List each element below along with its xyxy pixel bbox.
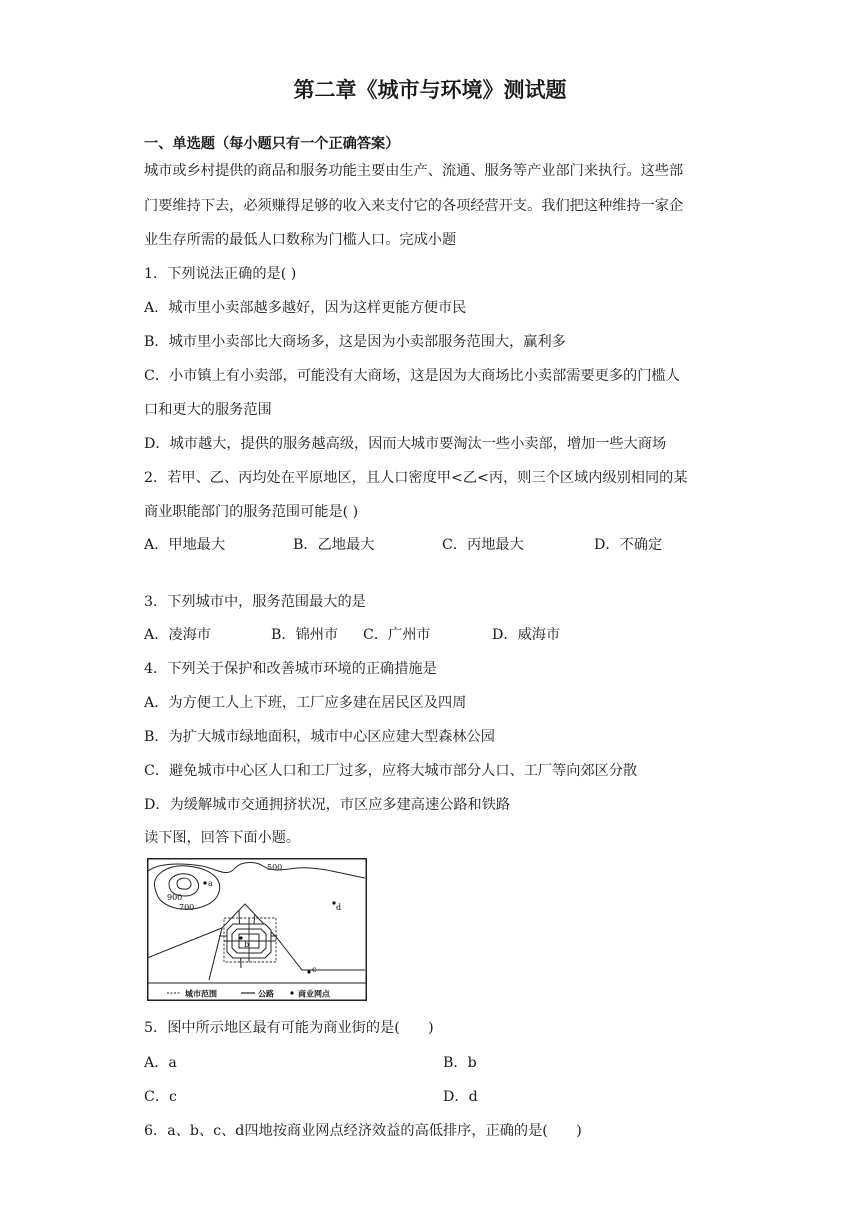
legend-city-label: 城市范围 [185,988,217,999]
question-2-option-c: C．丙地最大 [442,537,524,553]
page-title: 第二章《城市与环境》测试题 [293,78,567,102]
contour-map-figure [147,858,367,1001]
question-2-option-a: A．甲地最大 [144,537,226,553]
point-label-d: d [336,903,342,912]
commercial-site-b [239,936,242,939]
intro-line-3: 业生存所需的最低人口数称为门槛人口。完成小题 [144,232,457,248]
question-1-option-c-cont: 口和更大的服务范围 [144,402,272,418]
question-2-option-d: D．不确定 [594,537,663,553]
question-3-option-c: C．广州市 [363,627,431,643]
question-1-option-c: C．小市镇上有小卖部，可能没有大商场，这是因为大商场比小卖部需要更多的门槛人 [144,368,680,384]
question-4-option-a: A．为方便工人上下班，工厂应多建在居民区及四周 [144,695,467,711]
contour-label-500: 500 [267,863,283,872]
legend-site-label: 商业网点 [298,988,330,999]
question-2-option-b: B．乙地最大 [293,537,375,553]
question-1-option-a: A．城市里小卖部越多越好，因为这样更能方便市民 [144,300,467,316]
question-4-stem: 4．下列关于保护和改善城市环境的正确措施是 [144,661,437,677]
question-3-option-a: A．凌海市 [144,627,211,643]
question-2-stem: 2．若甲、乙、丙均处在平原地区，且人口密度甲<乙<丙，则三个区域内级别相同的某 [144,470,688,486]
question-6-stem: 6．a、b、c、d四地按商业网点经济效益的高低排序，正确的是( ) [144,1123,582,1139]
question-1-option-b: B．城市里小卖部比大商场多，这是因为小卖部服务范围大，赢利多 [144,334,566,350]
question-5-option-a: A．a [144,1055,177,1071]
point-label-c: c [312,965,317,974]
question-3-option-d: D．威海市 [492,627,561,643]
point-label-b: b [244,940,250,949]
commercial-site-c [307,970,310,973]
question-4-option-b: B．为扩大城市绿地面积，城市中心区应建大型森林公园 [144,729,495,745]
commercial-site-a [203,881,206,884]
question-5-stem: 5．图中所示地区最有可能为商业街的是( ) [144,1020,434,1036]
contour-label-900: 900 [167,893,183,902]
question-5-option-d: D．d [443,1089,478,1105]
legend-site-swatch [290,991,293,994]
question-2-stem-cont: 商业职能部门的服务范围可能是( ) [144,504,359,520]
read-map-instruction: 读下图，回答下面小题。 [144,830,301,846]
intro-line-2: 门要维持下去，必须赚得足够的收入来支付它的各项经营开支。我们把这种维持一家企 [144,198,684,214]
question-5-option-b: B．b [443,1055,477,1071]
question-1-option-d: D．城市越大，提供的服务越高级，因而大城市要淘汰一些小卖部，增加一些大商场 [144,436,667,452]
contour-label-700: 700 [179,903,195,912]
section-heading: 一、单选题（每小题只有一个正确答案） [144,136,400,152]
legend-road-label: 公路 [258,988,274,999]
intro-line-1: 城市或乡村提供的商品和服务功能主要由生产、流通、服务等产业部门来执行。这些部 [144,163,684,179]
question-4-option-d: D．为缓解城市交通拥挤状况，市区应多建高速公路和铁路 [144,797,511,813]
question-1-stem: 1．下列说法正确的是( ) [144,266,297,282]
question-3-option-b: B．锦州市 [271,627,339,643]
question-3-stem: 3．下列城市中，服务范围最大的是 [144,594,366,610]
point-label-a: a [208,879,213,888]
question-4-option-c: C．避免城市中心区人口和工厂过多，应将大城市部分人口、工厂等向郊区分散 [144,763,638,779]
question-5-option-c: C．c [144,1089,177,1105]
